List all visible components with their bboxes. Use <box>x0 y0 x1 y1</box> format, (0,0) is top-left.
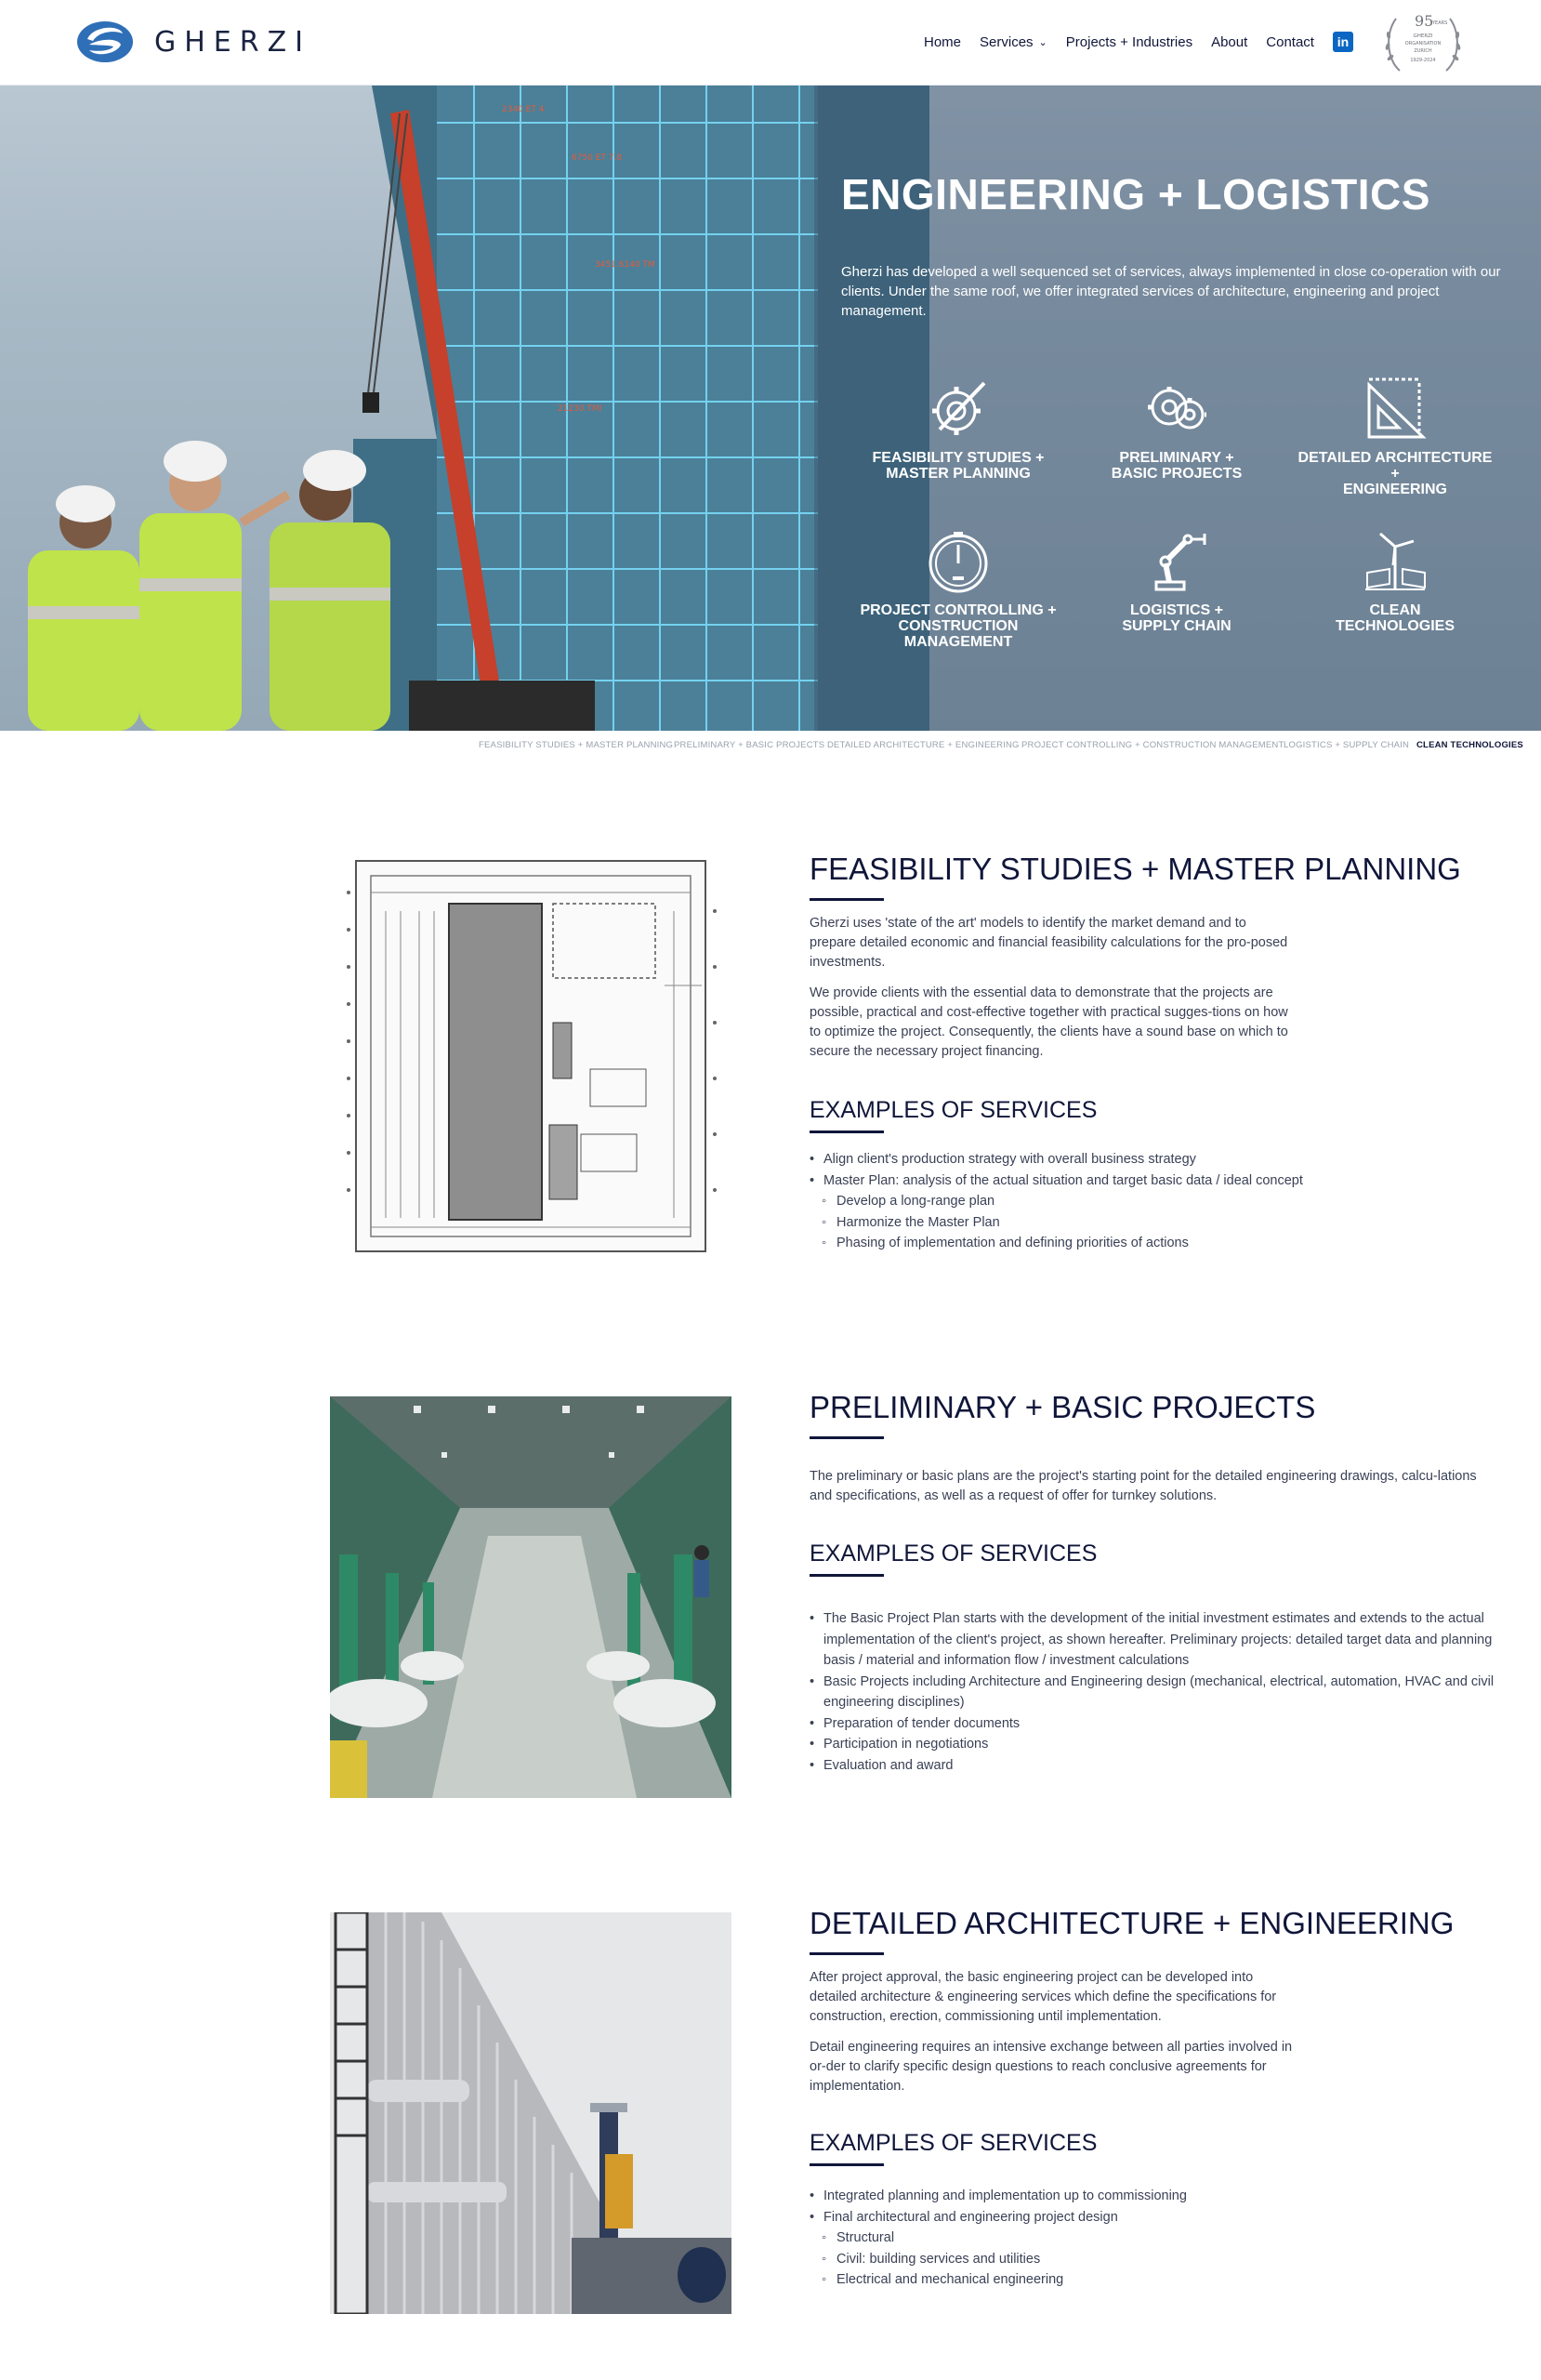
subnav-logistics[interactable]: LOGISTICS + SUPPLY CHAIN <box>1284 740 1410 750</box>
list-subitem: ◦ Civil: building services and utilities <box>810 2249 1497 2270</box>
nav-projects-industries[interactable] <box>1066 34 1192 50</box>
label-line: CONSTRUCTION <box>898 618 1019 634</box>
title-underline <box>810 898 884 901</box>
nav-home[interactable] <box>924 34 961 50</box>
badge-years-word: YEARS <box>1432 20 1448 26</box>
hero-banner <box>0 86 1541 731</box>
nav-about[interactable] <box>1211 34 1247 50</box>
title-underline <box>810 1436 884 1439</box>
service-architecture-label <box>1293 450 1497 497</box>
site-plan-drawing <box>330 855 731 1257</box>
list-item: • Master Plan: analysis of the actual situation and target basic data / ideal concept <box>810 1170 1497 1192</box>
examples-underline <box>810 1130 884 1133</box>
building-label-1: 2340 ET 4 <box>502 105 545 114</box>
list-item: • The Basic Project Plan starts with the development of the initial investment estimates and extends to the actual implementation of the client's project, as shown hereafter. Preliminary projects: detailed target data and planning basis / material and information flow / investment calculations <box>810 1608 1497 1672</box>
factory-hall-image <box>330 1396 731 1798</box>
hero-title: ENGINEERING + LOGISTICS <box>841 170 1430 218</box>
nav-about-label: About <box>1211 33 1248 50</box>
label-line: SUPPLY CHAIN <box>1122 618 1231 634</box>
list-subitem: ◦ Harmonize the Master Plan <box>810 1212 1497 1234</box>
subnav-preliminary[interactable]: PRELIMINARY + BASIC PROJECTS <box>674 740 825 750</box>
service-feasibility[interactable] <box>856 376 1060 482</box>
service-subnav <box>0 740 1541 757</box>
examples-list-feasibility <box>810 1149 1497 1254</box>
gears-icon <box>1143 376 1210 443</box>
list-item: • Evaluation and award <box>810 1755 1497 1777</box>
examples-list-architecture <box>810 2186 1497 2291</box>
robot-arm-icon <box>1143 528 1210 595</box>
label-line: TECHNOLOGIES <box>1335 618 1455 634</box>
site-header <box>0 0 1541 86</box>
label-line: MANAGEMENT <box>903 634 1013 650</box>
main-nav <box>924 32 1353 52</box>
section-paragraph: We provide clients with the essential data to demonstrate that the projects are possible, practical and cost-effective together with practical sugges-tions on how to optimize the project. Consequently, the clients have a sound base on which to secure the necessary project financing. <box>810 985 1288 1059</box>
service-preliminary-label <box>1074 450 1279 482</box>
subnav-clean-tech[interactable]: CLEAN TECHNOLOGIES <box>1416 740 1523 750</box>
factory-hall-photo <box>330 1396 731 1798</box>
badge-line1: GHERZI <box>1413 33 1433 39</box>
section-paragraph: Detail engineering requires an intensive exchange between all parties involved in or-der to clarify specific design questions to reach conclusive agreements for implementation. <box>810 2040 1293 2094</box>
anniversary-badge <box>1381 6 1465 80</box>
service-feasibility-label <box>856 450 1060 482</box>
list-subitem: ◦ Phasing of implementation and defining priorities of actions <box>810 1233 1497 1254</box>
list-item: • Preparation of tender documents <box>810 1713 1497 1735</box>
industrial-building-image <box>330 1912 731 2314</box>
examples-list-preliminary <box>810 1608 1497 1776</box>
brand-name: GHERZI <box>154 25 312 59</box>
set-square-icon <box>1362 376 1429 443</box>
industrial-building-photo <box>330 1912 731 2314</box>
examples-underline <box>810 2163 884 2166</box>
badge-years: 95 <box>1415 12 1434 30</box>
examples-title: EXAMPLES OF SERVICES <box>810 1540 1098 1567</box>
title-underline <box>810 1952 884 1955</box>
site-plan-image <box>330 855 731 1257</box>
subnav-project-controlling[interactable]: PROJECT CONTROLLING + CONSTRUCTION MANAGEMENT <box>1021 740 1284 750</box>
examples-title: EXAMPLES OF SERVICES <box>810 1097 1098 1123</box>
label-line: MASTER PLANNING <box>886 466 1031 482</box>
subnav-architecture[interactable]: DETAILED ARCHITECTURE + ENGINEERING <box>827 740 1020 750</box>
label-line: ENGINEERING <box>1342 482 1447 497</box>
service-project-controlling[interactable] <box>856 528 1060 650</box>
list-item: • Align client's production strategy with overall business strategy <box>810 1149 1497 1170</box>
service-logistics[interactable] <box>1074 528 1279 634</box>
label-line: LOGISTICS + <box>1129 602 1223 618</box>
section-paragraph: Gherzi uses 'state of the art' models to identify the market demand and to prepare detailed economic and financial feasibility calculations for the pro-posed investments. <box>810 916 1288 970</box>
list-item: • Participation in negotiations <box>810 1734 1497 1755</box>
label-line: PRELIMINARY + <box>1119 450 1234 466</box>
list-subitem: ◦ Develop a long-range plan <box>810 1191 1497 1212</box>
nav-projects-label: Projects + Industries <box>1065 33 1193 50</box>
service-preliminary[interactable] <box>1074 376 1279 482</box>
service-project-controlling-label <box>856 602 1060 650</box>
label-line: CLEAN <box>1369 602 1421 618</box>
label-line: PROJECT CONTROLLING + <box>860 602 1057 618</box>
label-line: FEASIBILITY STUDIES + <box>872 450 1045 466</box>
list-subitem: ◦ Structural <box>810 2228 1497 2249</box>
badge-dates: 1929-2024 <box>1410 58 1436 63</box>
list-item: • Final architectural and engineering project design <box>810 2207 1497 2228</box>
examples-underline <box>810 1574 884 1577</box>
badge-line3: ZURICH <box>1414 48 1432 54</box>
nav-services[interactable] <box>980 34 1047 50</box>
linkedin-icon[interactable] <box>1333 32 1353 52</box>
gherzi-logo-icon <box>76 20 134 63</box>
building-label-2: 6750 ET 7.8 <box>572 153 623 163</box>
building-label-3: 3451.6140 TM <box>595 260 655 270</box>
badge-line2: ORGANISATION <box>1404 41 1442 46</box>
label-line: BASIC PROJECTS <box>1111 466 1243 482</box>
building-label-4: 21230.TMI <box>558 404 602 414</box>
list-item: • Basic Projects including Architecture and Engineering design (mechanical, electrical, automation, HVAC and civil engineering disciplines) <box>810 1672 1497 1713</box>
service-logistics-label <box>1074 602 1279 634</box>
nav-contact-label: Contact <box>1266 33 1314 50</box>
nav-home-label: Home <box>924 33 962 50</box>
list-subitem: ◦ Electrical and mechanical engineering <box>810 2269 1497 2291</box>
service-architecture[interactable] <box>1293 376 1497 497</box>
gherzi-logo[interactable] <box>76 20 311 63</box>
label-line: DETAILED ARCHITECTURE + <box>1297 450 1493 482</box>
section-title-architecture: DETAILED ARCHITECTURE + ENGINEERING <box>810 1906 1455 1940</box>
gauge-icon <box>925 528 992 595</box>
section-title-preliminary: PRELIMINARY + BASIC PROJECTS <box>810 1390 1316 1424</box>
examples-title: EXAMPLES OF SERVICES <box>810 2130 1098 2156</box>
linkedin-icon-text: in <box>1337 34 1350 49</box>
chevron-down-icon: ⌄ <box>1038 36 1047 48</box>
section-paragraph: After project approval, the basic engineering project can be developed into detailed architecture & engineering services which define the specifications for construction, erection, commissioning until implementation. <box>810 1970 1277 2024</box>
service-clean-tech[interactable] <box>1293 528 1497 634</box>
section-paragraph: The preliminary or basic plans are the project's starting point for the detailed engineering drawings, calcu-lations and specifications, as well as a request of offer for turnkey solutions. <box>810 1469 1477 1503</box>
subnav-feasibility[interactable]: FEASIBILITY STUDIES + MASTER PLANNING <box>479 740 674 750</box>
gear-pencil-icon <box>925 376 992 443</box>
nav-contact[interactable] <box>1266 34 1314 50</box>
list-item: • Integrated planning and implementation up to commissioning <box>810 2186 1497 2207</box>
section-title-feasibility: FEASIBILITY STUDIES + MASTER PLANNING <box>810 852 1461 886</box>
hero-text: Gherzi has developed a well sequenced set of services, always implemented in close co-operation with our clients. Under the same roof, we offer integrated services of architecture, engineering and project management. <box>841 264 1501 319</box>
nav-services-label: Services <box>980 33 1034 50</box>
service-clean-tech-label <box>1293 602 1497 634</box>
wind-solar-icon <box>1362 528 1429 595</box>
